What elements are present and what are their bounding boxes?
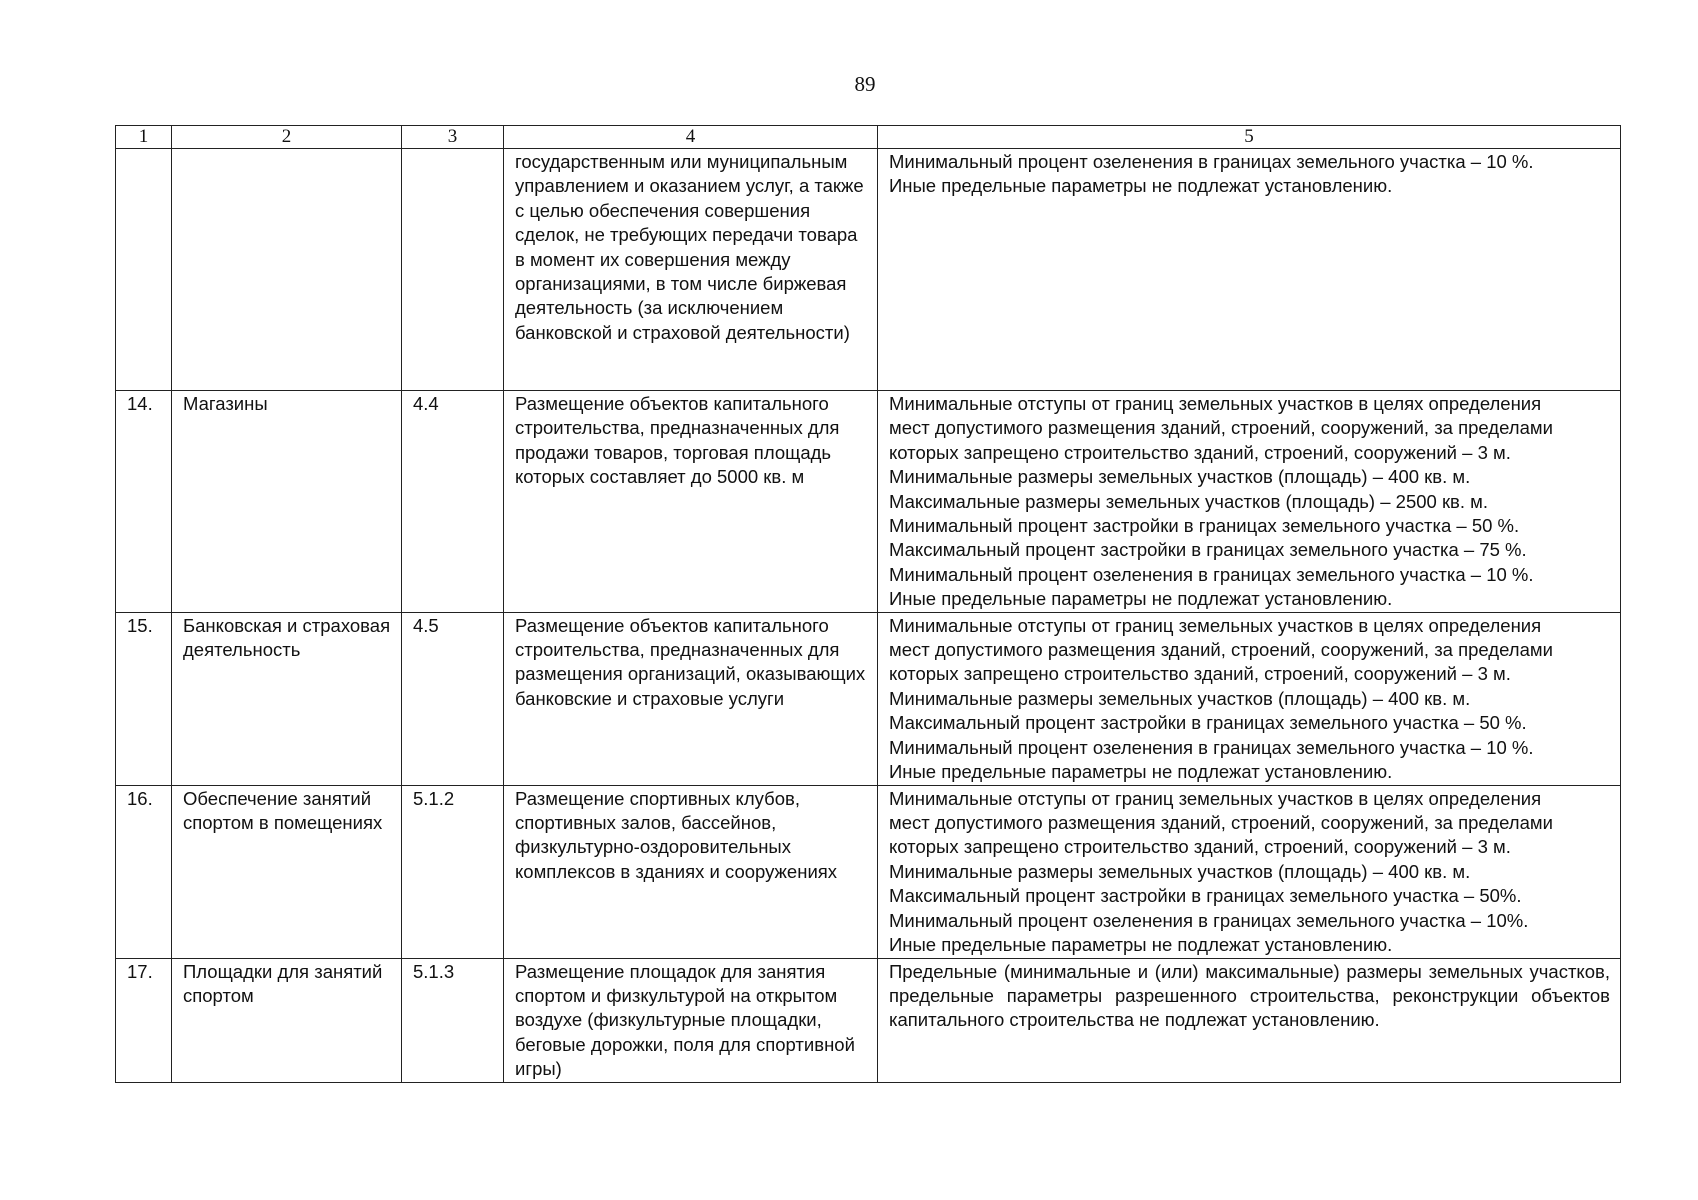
requirement-line: Минимальные отступы от границ земельных участков в целях определения [889,393,1542,414]
column-header: 5 [878,126,1621,149]
use-code-cell: 5.1.3 [402,958,504,1082]
requirement-line: Минимальные размеры земельных участков (площадь) – 400 кв. м. [889,466,1471,488]
use-code-cell [402,149,504,391]
use-description-cell: Размещение объектов капитального строительства, предназначенных для продажи товаров, торговая площадь которых составляет до 5000 кв. м [504,391,878,613]
requirement-line: которых запрещено строительство зданий, строений, сооружений – 3 м. [889,441,1511,463]
requirement-line: Минимальный процент озеленения в границах земельного участка – 10 %. [889,151,1534,172]
use-name-cell [172,149,402,391]
requirement-line: Иные предельные параметры не подлежат установлению. [889,175,1393,197]
column-header: 3 [402,126,504,149]
column-header: 2 [172,126,402,149]
requirement-line: Минимальные размеры земельных участков (площадь) – 400 кв. м. [889,687,1471,709]
requirement-line: Минимальный процент озеленения в границах земельного участка – 10 %. [889,563,1534,585]
table-row [116,958,1621,1082]
column-header: 4 [504,126,878,149]
use-description-cell: Размещение объектов капитального строительства, предназначенных для размещения организаций, оказывающих банковские и страховые услуги [504,612,878,785]
use-code-cell: 4.5 [402,612,504,785]
requirement-line: Иные предельные параметры не подлежат установлению. [889,934,1393,956]
use-description-cell: Размещение спортивных клубов, спортивных залов, бассейнов, физкультурно-оздоровительных комплексов в зданиях и сооружениях [504,785,878,958]
requirement-line: Максимальный процент застройки в границах земельного участка – 50%. [889,885,1522,907]
requirements-cell [878,149,1621,391]
row-number-cell: 15. [116,612,172,785]
table-header-row [116,126,1621,149]
requirement-line: которых запрещено строительство зданий, строений, сооружений – 3 м. [889,663,1511,685]
requirement-line: Максимальный процент застройки в границах земельного участка – 50 %. [889,712,1527,734]
use-description-cell: Размещение площадок для занятия спортом и физкультурой на открытом воздухе (физкультурные площадки, беговые дорожки, поля для спортивной игры) [504,958,878,1082]
requirements-cell [878,391,1621,613]
regulations-table [115,125,1621,1083]
requirement-line: Минимальный процент озеленения в границах земельного участка – 10 %. [889,736,1534,758]
requirements-cell [878,612,1621,785]
row-number-cell: 16. [116,785,172,958]
table-row [116,785,1621,958]
use-description-cell: государственным или муниципальным управлением и оказанием услуг, а также с целью обеспечения совершения сделок, не требующих передачи товара в момент их совершения между организациями, в том числе биржевая деятельность (за исключением банковской и страховой деятельности) [504,149,878,391]
requirement-line: мест допустимого размещения зданий, строений, сооружений, за пределами [889,812,1553,834]
table-row [116,612,1621,785]
requirement-line: Минимальные отступы от границ земельных участков в целях определения [889,787,1542,809]
row-number-cell: 17. [116,958,172,1082]
requirement-line: мест допустимого размещения зданий, строений, сооружений, за пределами [889,417,1553,439]
column-header: 1 [116,126,172,149]
requirement-line: мест допустимого размещения зданий, строений, сооружений, за пределами [889,639,1553,661]
requirements-cell [878,958,1621,1082]
requirement-line: Предельные (минимальные и (или) максимальные) размеры земельных участков, предельные параметры разрешенного строительства, реконструкции объектов капитального строительства не подлежат установлению. [889,960,1610,1031]
requirement-line: Иные предельные параметры не подлежат установлению. [889,588,1393,610]
table-row [116,149,1621,391]
requirement-line: Минимальные размеры земельных участков (площадь) – 400 кв. м. [889,860,1471,882]
requirement-line: Минимальные отступы от границ земельных участков в целях определения [889,614,1542,636]
requirement-line: Иные предельные параметры не подлежат установлению. [889,761,1393,783]
page-number: 89 [854,72,876,96]
use-name-cell: Площадки для занятий спортом [172,958,402,1082]
use-code-cell: 5.1.2 [402,785,504,958]
requirement-line: которых запрещено строительство зданий, строений, сооружений – 3 м. [889,836,1511,858]
table-row [116,391,1621,613]
requirement-line: Минимальный процент застройки в границах земельного участка – 50 %. [889,515,1520,537]
row-number-cell: 14. [116,391,172,613]
use-name-cell: Банковская и страховая деятельность [172,612,402,785]
use-name-cell: Магазины [172,391,402,613]
use-name-cell: Обеспечение занятий спортом в помещениях [172,785,402,958]
row-number-cell [116,149,172,391]
use-code-cell: 4.4 [402,391,504,613]
requirement-line: Максимальный процент застройки в границах земельного участка – 75 %. [889,539,1527,561]
requirement-line: Максимальные размеры земельных участков (площадь) – 2500 кв. м. [889,490,1489,512]
requirement-line: Минимальный процент озеленения в границах земельного участка – 10%. [889,909,1529,931]
requirements-cell [878,785,1621,958]
